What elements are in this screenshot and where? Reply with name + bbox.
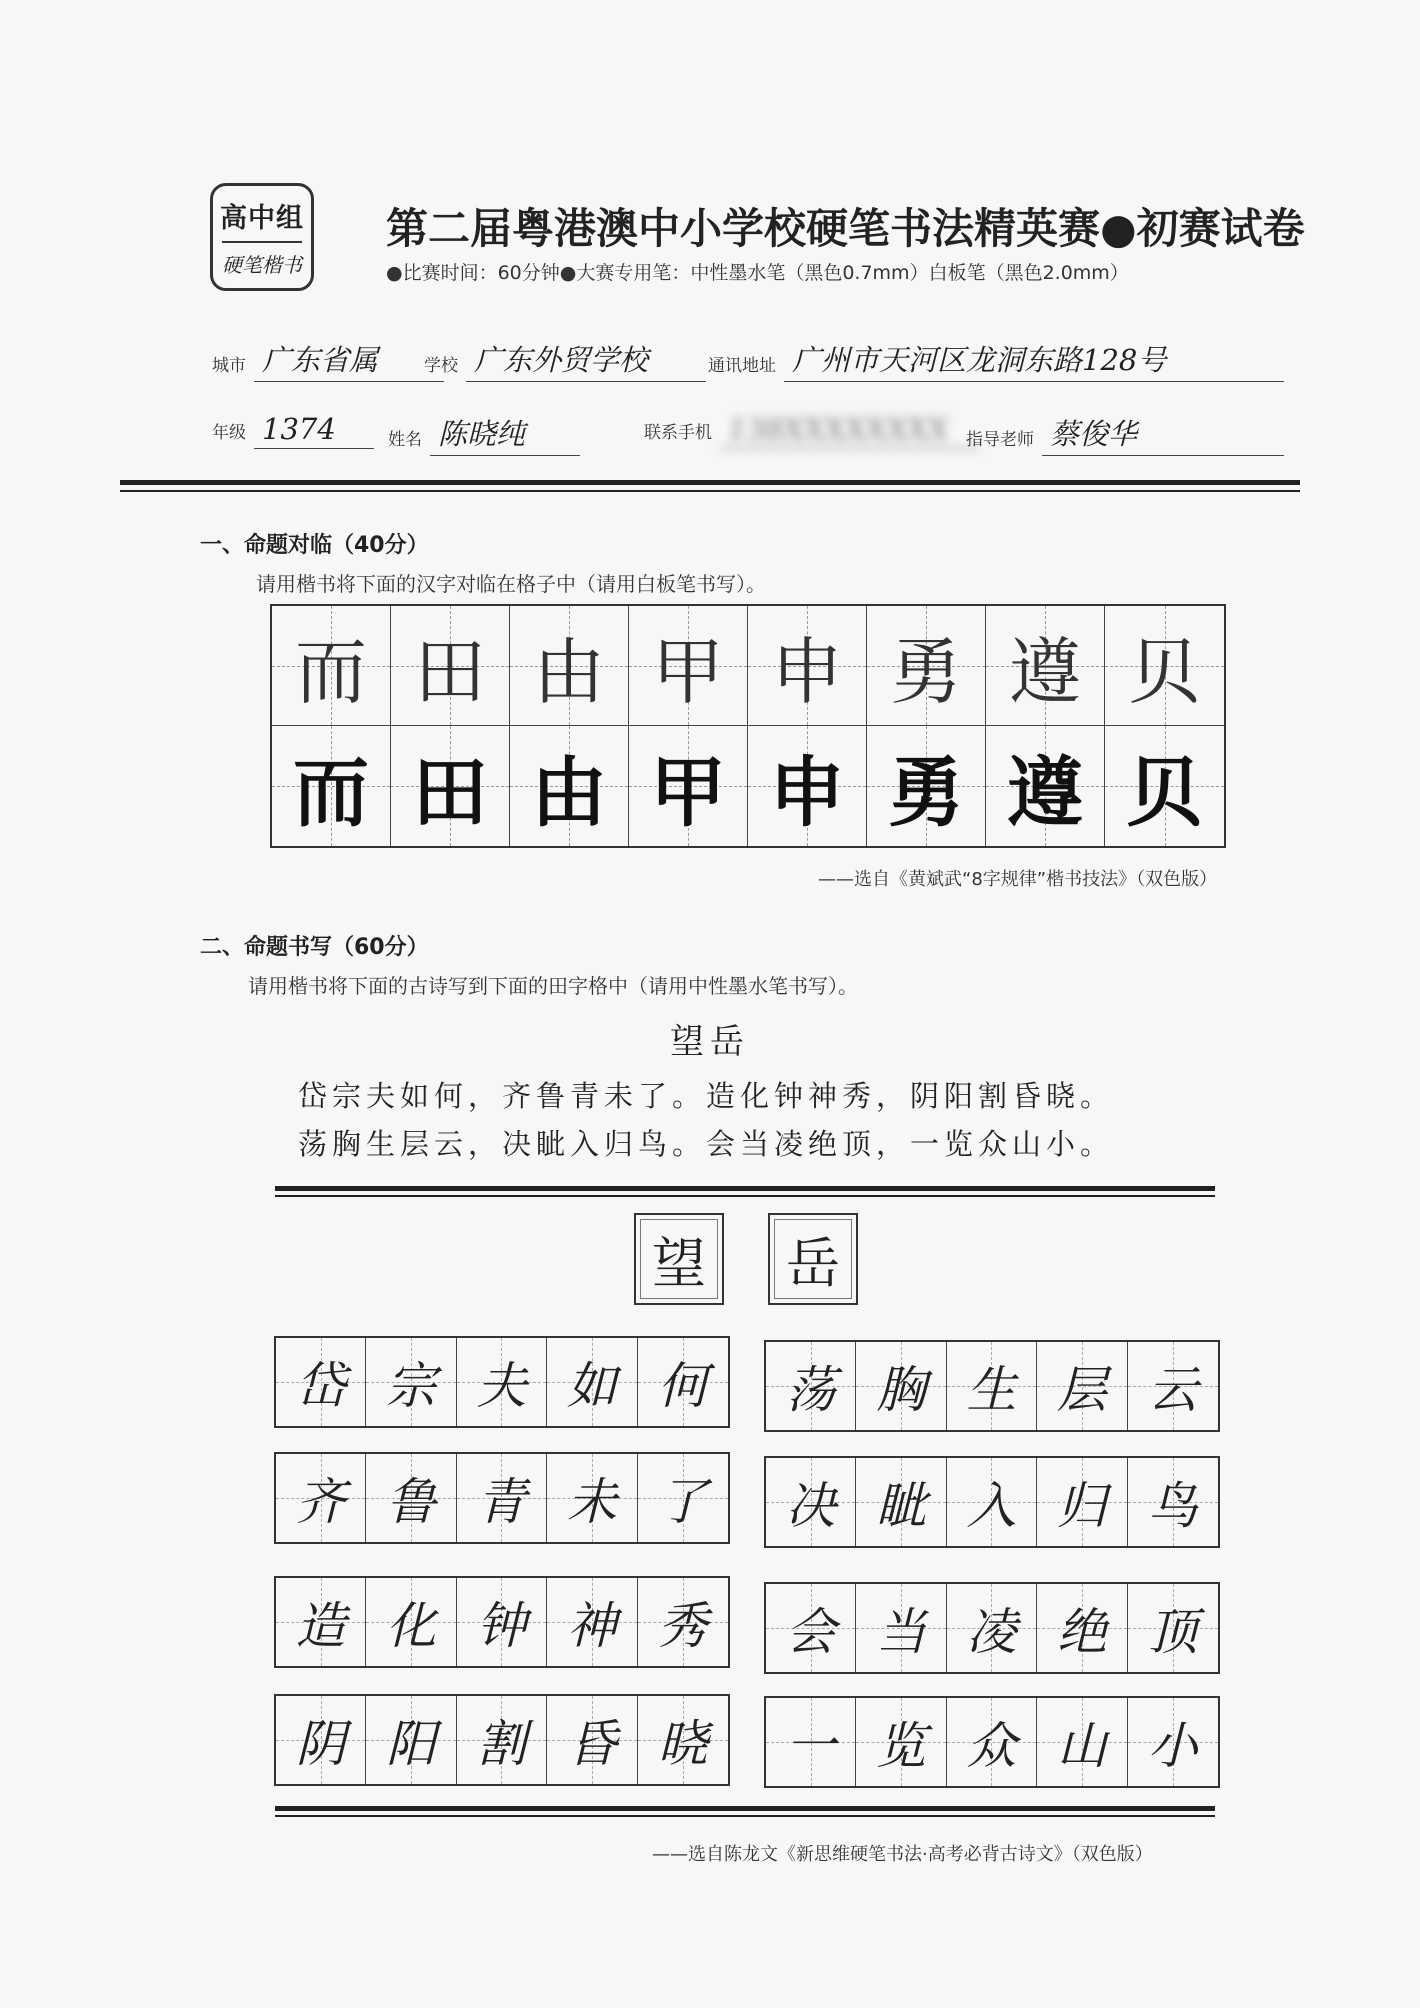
model-char: 遵 [1007, 747, 1083, 837]
written-char: 阴 [295, 1715, 346, 1773]
grid-cell [1037, 1342, 1127, 1430]
written-char: 入 [966, 1477, 1017, 1535]
name-label: 姓名 [388, 430, 422, 450]
written-char: 钟 [476, 1597, 527, 1655]
section1-title: 一、命题对临（40分） [200, 533, 429, 558]
grid-cell [1037, 1458, 1127, 1546]
title-box-1 [634, 1213, 724, 1305]
model-char: 贝 [1126, 747, 1203, 837]
handwritten-char: 贝 [1128, 629, 1201, 714]
trace-cell [748, 606, 867, 726]
grid-cell [276, 1338, 366, 1426]
grid-cell [766, 1458, 856, 1546]
written-char: 造 [295, 1597, 346, 1655]
grid-cell [856, 1584, 946, 1672]
grid-cell [457, 1696, 547, 1784]
model-cell [510, 726, 629, 846]
exam-rules: ●比赛时间：60分钟●大赛专用笔：中性墨水笔（黑色0.7mm）白板笔（黑色2.0mm） [386, 262, 1129, 284]
trace-cell [867, 606, 986, 726]
grid-cell [1037, 1698, 1127, 1786]
badge-group: 高中组 [220, 203, 304, 234]
writing-row-left-2 [274, 1452, 730, 1544]
written-char: 绝 [1056, 1603, 1107, 1661]
address-label: 通讯地址 [708, 356, 776, 376]
written-char: 秀 [657, 1597, 708, 1655]
grid-cell [366, 1578, 456, 1666]
tracing-grid [270, 604, 1226, 848]
grid-cell [766, 1342, 856, 1430]
teacher-field [966, 412, 1284, 456]
header-rule-thin [120, 490, 1300, 492]
writing-row-right-1 [764, 1340, 1220, 1432]
grid-cell [638, 1696, 728, 1784]
phone-label: 联系手机 [644, 423, 712, 443]
city-value: 广东省属 [254, 338, 444, 382]
handwritten-char: 甲 [651, 629, 724, 714]
written-char: 鸟 [1147, 1477, 1198, 1535]
exam-title: 第二届粤港澳中小学校硬笔书法精英赛●初赛试卷 [386, 204, 1305, 253]
written-char: 览 [876, 1717, 927, 1775]
trace-cell [510, 606, 629, 726]
grade-label: 年级 [212, 423, 246, 443]
grid-cell [856, 1342, 946, 1430]
handwritten-char: 申 [770, 629, 843, 714]
handwritten-char: 田 [413, 629, 486, 714]
grade-field [212, 412, 374, 449]
grid-cell [366, 1696, 456, 1784]
grid-cell [276, 1696, 366, 1784]
handwritten-char: 勇 [889, 629, 962, 714]
grid-cell [766, 1698, 856, 1786]
written-char: 鲁 [386, 1473, 437, 1531]
city-field [212, 338, 444, 382]
grid-cell [457, 1454, 547, 1542]
header-rule-thick [120, 480, 1300, 485]
grid-cell [276, 1578, 366, 1666]
badge-divider [222, 241, 302, 243]
trace-cell [391, 606, 510, 726]
grid-cell [1128, 1342, 1218, 1430]
writing-row-right-3 [764, 1582, 1220, 1674]
poem-title: 望岳 [670, 1022, 750, 1062]
grid-cell [766, 1584, 856, 1672]
grid-cell [856, 1698, 946, 1786]
divider-thick [275, 1186, 1215, 1191]
grid-cell [1037, 1584, 1127, 1672]
grid-cell [947, 1458, 1037, 1546]
written-char: 顶 [1147, 1603, 1198, 1661]
teacher-value: 蔡俊华 [1042, 412, 1284, 456]
title-char: 岳 [786, 1231, 840, 1295]
grid-cell [638, 1578, 728, 1666]
title-box-2 [768, 1213, 858, 1305]
poem-line-1: 岱宗夫如何，齐鲁青未了。造化钟神秀，阴阳割昏晓。 [298, 1079, 1115, 1113]
phone-field [644, 412, 980, 449]
group-badge [210, 183, 314, 291]
written-char: 一 [785, 1717, 836, 1775]
writing-row-left-1 [274, 1336, 730, 1428]
model-char: 由 [531, 747, 607, 837]
written-char: 胸 [876, 1361, 927, 1419]
model-char: 申 [769, 747, 845, 837]
address-value: 广州市天河区龙洞东路128号 [784, 338, 1284, 382]
writing-row-right-2 [764, 1456, 1220, 1548]
model-cell [629, 726, 748, 846]
written-char: 齐 [295, 1473, 346, 1531]
written-char: 昏 [566, 1715, 617, 1773]
grid-cell [1128, 1698, 1218, 1786]
section2-source: ——选自陈龙文《新思维硬笔书法·高考必背古诗文》（双色版） [652, 1844, 1153, 1865]
grid-cell [547, 1454, 637, 1542]
grid-cell [638, 1338, 728, 1426]
written-char: 晓 [657, 1715, 708, 1773]
title-char: 望 [652, 1231, 706, 1295]
grid-cell [276, 1454, 366, 1542]
written-char: 岱 [295, 1357, 346, 1415]
school-value: 广东外贸学校 [466, 338, 706, 382]
written-char: 会 [785, 1603, 836, 1661]
grid-cell [638, 1454, 728, 1542]
grade-value: 1374 [254, 412, 374, 449]
grid-cell [947, 1698, 1037, 1786]
writing-row-left-4 [274, 1694, 730, 1786]
written-char: 如 [566, 1357, 617, 1415]
grid-cell [366, 1338, 456, 1426]
model-cell [1105, 726, 1224, 846]
written-char: 阳 [386, 1715, 437, 1773]
divider-thin [275, 1195, 1215, 1197]
model-char: 田 [412, 747, 488, 837]
title-box-inner [640, 1219, 718, 1299]
written-char: 山 [1056, 1717, 1107, 1775]
written-char: 小 [1147, 1717, 1198, 1775]
model-cell [986, 726, 1105, 846]
phone-value: 138XXXXXXXX [720, 412, 980, 449]
model-cell [748, 726, 867, 846]
grid-cell [457, 1338, 547, 1426]
section1-instruction: 请用楷书将下面的汉字对临在格子中（请用白板笔书写）。 [256, 572, 766, 596]
model-char: 勇 [888, 747, 964, 837]
handwritten-char: 由 [532, 629, 605, 714]
written-char: 层 [1056, 1361, 1107, 1419]
written-char: 青 [476, 1473, 527, 1531]
school-field [424, 338, 706, 382]
written-char: 众 [966, 1717, 1017, 1775]
section2-instruction: 请用楷书将下面的古诗写到下面的田字格中（请用中性墨水笔书写）。 [248, 974, 858, 998]
grid-cell [1128, 1458, 1218, 1546]
divider-thick [275, 1806, 1215, 1811]
written-char: 凌 [966, 1603, 1017, 1661]
trace-cell [1105, 606, 1224, 726]
grid-cell [547, 1338, 637, 1426]
city-label: 城市 [212, 356, 246, 376]
section1-source: ——选自《黄斌武“8字规律”楷书技法》（双色版） [818, 869, 1218, 890]
trace-cell [272, 606, 391, 726]
written-char: 眦 [876, 1477, 927, 1535]
grid-cell [1128, 1584, 1218, 1672]
badge-style: 硬笔楷书 [222, 253, 302, 277]
written-char: 何 [657, 1357, 708, 1415]
trace-cell [629, 606, 748, 726]
model-cell [867, 726, 986, 846]
model-char: 甲 [650, 747, 726, 837]
written-char: 云 [1147, 1361, 1198, 1419]
written-char: 神 [566, 1597, 617, 1655]
model-char: 而 [293, 747, 369, 837]
grid-cell [547, 1578, 637, 1666]
written-char: 未 [566, 1473, 617, 1531]
written-char: 了 [657, 1473, 708, 1531]
title-box-inner [774, 1219, 852, 1299]
written-char: 归 [1056, 1477, 1107, 1535]
written-char: 割 [476, 1715, 527, 1773]
writing-row-right-4 [764, 1696, 1220, 1788]
name-value: 陈晓纯 [430, 412, 580, 456]
poem-line-2: 荡胸生层云，决眦入归鸟。会当凌绝顶，一览众山小。 [298, 1127, 1115, 1161]
writing-row-left-3 [274, 1576, 730, 1668]
bottom-divider [275, 1806, 1215, 1817]
name-field [388, 412, 580, 456]
grid-cell [366, 1454, 456, 1542]
written-char: 宗 [386, 1357, 437, 1415]
written-char: 化 [386, 1597, 437, 1655]
divider-thin [275, 1815, 1215, 1817]
grid-cell [457, 1578, 547, 1666]
written-char: 夫 [476, 1357, 527, 1415]
written-char: 当 [876, 1603, 927, 1661]
handwritten-char: 而 [294, 629, 367, 714]
model-cell [391, 726, 510, 846]
grid-cell [947, 1342, 1037, 1430]
address-field [708, 338, 1284, 382]
handwritten-char: 遵 [1008, 629, 1081, 714]
grid-cell [856, 1458, 946, 1546]
written-char: 决 [785, 1477, 836, 1535]
grid-cell [547, 1696, 637, 1784]
written-char: 生 [966, 1361, 1017, 1419]
grid-cell [947, 1584, 1037, 1672]
section2-title: 二、命题书写（60分） [200, 935, 429, 960]
teacher-label: 指导老师 [966, 430, 1034, 450]
trace-cell [986, 606, 1105, 726]
poem-divider [275, 1186, 1215, 1197]
school-label: 学校 [424, 356, 458, 376]
model-cell [272, 726, 391, 846]
written-char: 荡 [785, 1361, 836, 1419]
